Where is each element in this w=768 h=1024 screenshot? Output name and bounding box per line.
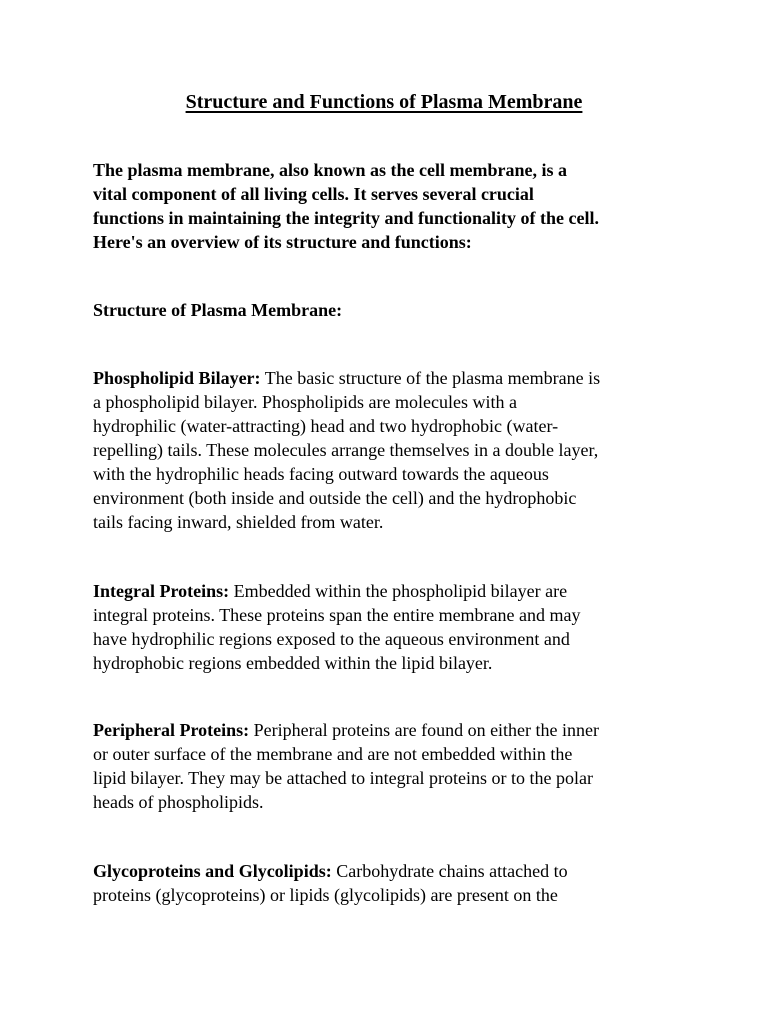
paragraph-phospholipid-bilayer [93, 366, 693, 534]
paragraph-first-line [93, 859, 693, 883]
intro-line: vital component of all living cells. It serves several crucial [93, 184, 534, 204]
paragraph-term: Glycoproteins and Glycolipids: [93, 861, 332, 881]
paragraph-line: tails facing inward, shielded from water. [93, 512, 384, 532]
paragraph-first-line [93, 718, 693, 742]
paragraph-line: heads of phospholipids. [93, 792, 264, 812]
intro-line: The plasma membrane, also known as the cell membrane, is a [93, 160, 567, 180]
paragraph-line: integral proteins. These proteins span the entire membrane and may [93, 605, 581, 625]
paragraph-first-line [93, 579, 693, 603]
paragraph-first-rest: The basic structure of the plasma membrane is [260, 368, 601, 388]
paragraph-line: a phospholipid bilayer. Phospholipids are molecules with a [93, 392, 517, 412]
paragraph-glycoproteins-glycolipids [93, 859, 693, 907]
intro-line: Here's an overview of its structure and functions: [93, 232, 472, 252]
paragraph-first-rest: Embedded within the phospholipid bilayer are [229, 581, 568, 601]
section-heading-text: Structure of Plasma Membrane: [93, 300, 343, 320]
intro-paragraph [93, 158, 693, 254]
paragraph-line: hydrophobic regions embedded within the lipid bilayer. [93, 653, 493, 673]
page-title [0, 88, 768, 116]
paragraph-first-rest: Carbohydrate chains attached to [331, 861, 568, 881]
paragraph-integral-proteins [93, 579, 693, 675]
intro-line: functions in maintaining the integrity and functionality of the cell. [93, 208, 600, 228]
paragraph-term: Phospholipid Bilayer: [93, 368, 261, 388]
paragraph-line: proteins (glycoproteins) or lipids (glycolipids) are present on the [93, 885, 558, 905]
paragraph-first-line [93, 366, 693, 390]
paragraph-term: Peripheral Proteins: [93, 720, 250, 740]
paragraph-line: repelling) tails. These molecules arrange themselves in a double layer, [93, 440, 599, 460]
paragraph-first-rest: Peripheral proteins are found on either the inner [249, 720, 600, 740]
paragraph-line: hydrophilic (water-attracting) head and two hydrophobic (water- [93, 416, 559, 436]
paragraph-peripheral-proteins [93, 718, 693, 814]
paragraph-term: Integral Proteins: [93, 581, 230, 601]
page-title-text: Structure and Functions of Plasma Membrane [185, 91, 583, 113]
section-heading [93, 298, 693, 322]
paragraph-line: have hydrophilic regions exposed to the aqueous environment and [93, 629, 570, 649]
paragraph-line: with the hydrophilic heads facing outward towards the aqueous [93, 464, 549, 484]
paragraph-line: lipid bilayer. They may be attached to integral proteins or to the polar [93, 768, 594, 788]
paragraph-line: environment (both inside and outside the cell) and the hydrophobic [93, 488, 577, 508]
paragraph-line: or outer surface of the membrane and are not embedded within the [93, 744, 573, 764]
